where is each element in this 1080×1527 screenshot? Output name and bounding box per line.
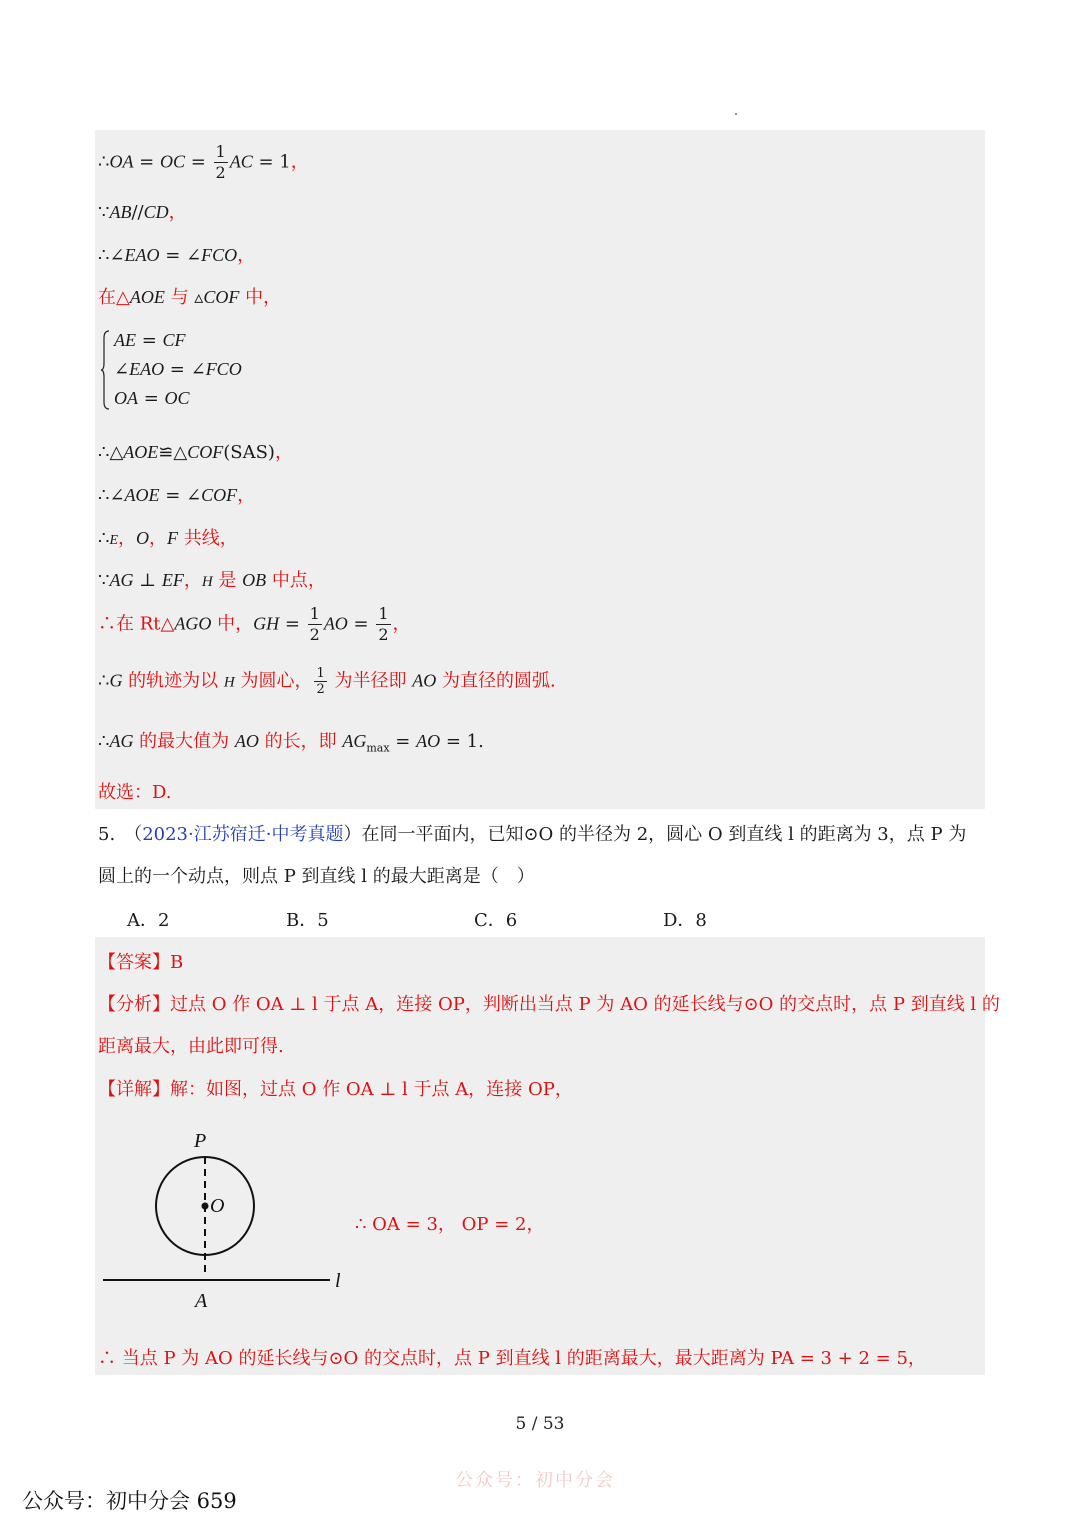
because-symbol: ∵: [98, 202, 110, 223]
math-cof: COF: [187, 442, 224, 462]
line-max-ag: [98, 727, 484, 755]
question-text-2: 圆上的一个动点，则点 P 到直线 l 的最大距离是（ ）: [98, 866, 535, 887]
comma: ，: [274, 442, 293, 463]
triangle-symbol: ▵: [194, 287, 204, 308]
conclusion-line: [98, 1344, 926, 1370]
math-cof: COF: [203, 287, 240, 307]
math-ao: AO: [416, 731, 441, 751]
choose-text: 故选：D.: [98, 782, 172, 803]
in-text: 中，: [239, 287, 282, 308]
point-o: O: [136, 528, 150, 548]
analysis-text-1: 过点 O 作 OA ⊥ l 于点 A，连接 OP，判断出当点 P 为 AO 的延长线与⊙O 的交点时，点 P 到直线 l 的: [170, 994, 1000, 1015]
eq-angle: = ∠: [159, 485, 202, 506]
math-ag: AG: [109, 731, 134, 751]
comma: ，: [237, 245, 256, 266]
analysis-text-2: 距离最大，由此即可得.: [98, 1036, 284, 1057]
figure-equation: [355, 1210, 544, 1236]
detail-text: 解：如图，过点 O 作 OA ⊥ l 于点 A，连接 OP，: [170, 1079, 573, 1100]
eq-sign: =: [133, 151, 160, 173]
fraction-half: [314, 666, 326, 697]
in-text: 中，: [211, 613, 254, 635]
eq-tail: = 1.: [440, 731, 484, 752]
math-angle-fco: ∠FCO: [190, 359, 242, 379]
therefore-symbol: ∴: [98, 151, 110, 173]
math-gh: GH: [253, 613, 280, 634]
eq-angle: = ∠: [159, 245, 202, 266]
sas-text: (SAS): [223, 442, 275, 463]
option-c[interactable]: C．6: [474, 910, 518, 931]
therefore-symbol: ∴: [98, 670, 110, 692]
eq-sign: =: [185, 151, 212, 173]
comma: ，: [290, 151, 309, 173]
radius-text: 为半径即: [328, 670, 413, 692]
line-angle-eao-fco: [98, 241, 255, 267]
label-l: l: [335, 1270, 341, 1292]
center-dot: [202, 1203, 209, 1210]
math-ef: EF: [161, 570, 184, 590]
system-row-2: [114, 359, 242, 380]
eq-sign: =: [164, 359, 191, 380]
math-angle-eao: ∠EAO: [114, 359, 165, 379]
fraction-numerator: 1: [378, 604, 389, 623]
fraction-numerator: 1: [215, 142, 226, 161]
analysis-label: 【分析】: [98, 994, 170, 1015]
parallel-symbol: //: [131, 202, 144, 223]
analysis-line-1: [98, 990, 1000, 1016]
comma: ，: [149, 528, 168, 549]
fraction-denominator: 2: [378, 625, 389, 644]
math-oa: OA: [109, 151, 134, 172]
point-h: H: [223, 674, 235, 691]
eq-sign: =: [279, 613, 306, 635]
stray-dot: [735, 113, 737, 115]
math-ob: OB: [242, 570, 267, 590]
line-congruent: [98, 438, 293, 464]
point-e: E: [109, 533, 119, 548]
math-ago: AGO: [174, 613, 212, 634]
line-perpendicular: [98, 566, 326, 592]
comma: ，: [168, 202, 187, 223]
answer-label: 【答案】: [98, 952, 170, 973]
math-eao: EAO: [124, 245, 160, 265]
perp-symbol: ⊥: [133, 570, 162, 591]
midpoint-text: 中点，: [266, 570, 326, 591]
fraction-half: [214, 142, 228, 183]
in-triangle: 在△: [98, 287, 130, 308]
math-ac: AC: [229, 151, 253, 172]
label-o: O: [210, 1195, 225, 1217]
question-5-line-2: [98, 862, 535, 888]
fraction-denominator: 2: [316, 682, 325, 697]
system-row-1: [114, 330, 186, 351]
eq-sign: =: [347, 613, 375, 635]
line-oa-oc: [98, 142, 309, 183]
math-oc: OC: [159, 151, 185, 172]
page-number: 5 / 53: [515, 1414, 565, 1434]
math-aoe: AOE: [123, 442, 159, 462]
detail-line: [98, 1075, 573, 1101]
therefore-angle: ∴∠: [98, 245, 125, 266]
diameter-text: 为直径的圆弧.: [436, 670, 556, 692]
and-text: 与: [164, 287, 195, 308]
comma: ，: [118, 528, 137, 549]
is-text: 是: [212, 570, 243, 591]
eq-tail: = 1: [252, 151, 291, 173]
analysis-line-2: [98, 1032, 284, 1058]
fraction-half: [376, 604, 390, 645]
therefore-angle: ∴∠: [98, 485, 125, 506]
point-g: G: [109, 670, 123, 691]
geometry-figure: [98, 1125, 343, 1315]
option-b[interactable]: B．5: [286, 910, 329, 931]
locus-text: 的轨迹为以: [122, 670, 224, 692]
comma: ，: [237, 485, 256, 506]
line-right-triangle: [98, 604, 411, 645]
point-h: H: [201, 574, 213, 590]
math-cof: COF: [201, 485, 238, 505]
therefore-symbol: ∴: [98, 731, 110, 752]
because-symbol: ∵: [98, 570, 110, 591]
answer-value: B: [170, 952, 184, 973]
math-ae: AE: [114, 330, 136, 350]
option-d[interactable]: D．8: [663, 910, 707, 931]
max-subscript: max: [366, 741, 390, 755]
point-f: F: [167, 528, 179, 548]
system-row-3: [114, 388, 190, 409]
line-in-triangles: [98, 283, 281, 309]
line-ab-parallel-cd: [98, 198, 187, 224]
line-angle-aoe-cof: [98, 481, 255, 507]
therefore-symbol: ∴: [98, 528, 110, 549]
line-choose: [98, 778, 172, 804]
center-text: 为圆心，: [234, 670, 313, 692]
watermark: 公众号：初中分会: [455, 1470, 615, 1491]
math-ag: AG: [342, 731, 367, 751]
math-ag: AG: [109, 570, 134, 590]
line-locus: [98, 666, 556, 697]
comma: ，: [183, 570, 202, 591]
label-a: A: [195, 1290, 208, 1312]
label-p: P: [194, 1130, 207, 1152]
math-oa: OA: [114, 388, 138, 408]
answer-line: [98, 948, 183, 974]
conclusion-text: ∴ 当点 P 为 AO 的延长线与⊙O 的交点时，点 P 到直线 l 的距离最大，最大距离为 PA = 3 + 2 = 5，: [98, 1348, 926, 1369]
math-ao: AO: [323, 613, 348, 634]
system-brace: [100, 330, 110, 410]
math-aoe: AOE: [124, 485, 160, 505]
math-cf: CF: [162, 330, 186, 350]
math-cd: CD: [143, 202, 169, 222]
rt-triangle-text: ∴在 Rt△: [98, 613, 175, 635]
math-aoe: AOE: [129, 287, 165, 307]
question-5-line-1: [98, 820, 966, 846]
math-ao: AO: [234, 731, 259, 751]
max-text: 的最大值为: [133, 731, 235, 752]
detail-label: 【详解】: [98, 1079, 170, 1100]
oa-op-values: ∴ OA = 3， OP = 2，: [355, 1214, 545, 1235]
math-ao: AO: [412, 670, 437, 691]
math-oc: OC: [164, 388, 190, 408]
comma: ，: [392, 613, 411, 635]
eq-sign: =: [389, 731, 417, 752]
question-source[interactable]: 2023·江苏宿迁·中考真题: [142, 824, 344, 845]
footer-text: 公众号：初中分会 659: [22, 1489, 237, 1513]
option-a[interactable]: A．2: [127, 910, 170, 931]
question-text-1: ）在同一平面内，已知⊙O 的半径为 2，圆心 O 到直线 l 的距离为 3，点 P 为: [343, 824, 967, 845]
fraction-numerator: 1: [309, 604, 320, 623]
question-number: 5. （: [98, 824, 143, 845]
therefore-triangle: ∴△: [98, 442, 124, 463]
fraction-half: [308, 604, 322, 645]
math-ab: AB: [109, 202, 132, 222]
length-text: 的长，即: [258, 731, 343, 752]
congruent-symbol: ≌△: [158, 442, 188, 463]
fraction-denominator: 2: [309, 625, 320, 644]
solution-box-1: [95, 130, 985, 809]
eq-sign: =: [136, 330, 163, 351]
math-fco: FCO: [201, 245, 238, 265]
line-collinear: [98, 524, 238, 550]
fraction-denominator: 2: [215, 163, 226, 182]
collinear-text: 共线，: [178, 528, 238, 549]
eq-sign: =: [138, 388, 165, 409]
fraction-numerator: 1: [316, 666, 325, 681]
